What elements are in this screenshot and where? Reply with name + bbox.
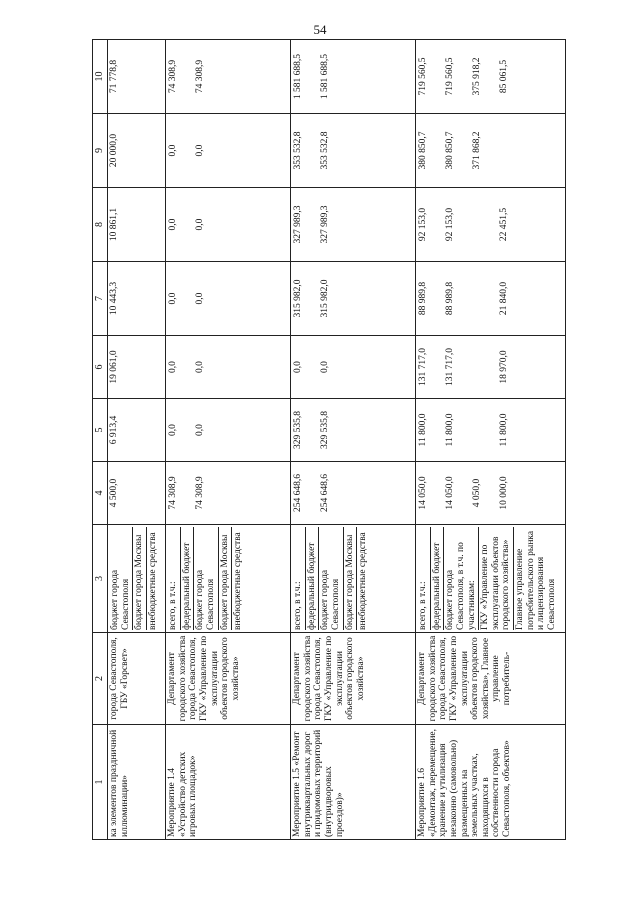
federal-value: 11 800,0	[445, 413, 455, 447]
sub-value: 371 868,2	[472, 131, 482, 170]
value-cell	[291, 188, 416, 262]
source-item: всего, в т.ч.:	[167, 527, 181, 630]
value-cell: 20 000,0	[108, 114, 166, 188]
executor-cell: Департамент городского хозяйства города Севастополя, ГКУ «Управление по эксплуатации объектов городского хозяйства»	[166, 633, 291, 725]
total-value: 92 153,0	[418, 207, 428, 242]
value-cell	[291, 336, 416, 399]
total-value: 0,0	[293, 361, 303, 373]
sub-value: 85 061,5	[499, 59, 509, 94]
federal-value: 719 560,5	[445, 57, 455, 96]
value-cell	[166, 336, 291, 399]
sub-value: 21 840,0	[499, 281, 509, 316]
activity-cell: Мероприятие 1.6 «Демонтаж, перемещение, хранение и утилизация незаконно (самовольно) размещенных на земельных участках, находящихся в собственности города Севастополя, объектов»	[416, 725, 566, 840]
total-value: 88 989,8	[418, 281, 428, 316]
header-cell: 9	[93, 114, 108, 188]
total-value: 14 050,0	[418, 476, 428, 510]
total-value: 329 535,8	[293, 411, 303, 449]
header-row	[93, 40, 108, 840]
header-cell: 10	[93, 40, 108, 114]
value-cell	[291, 462, 416, 525]
value-cell: 71 778,8	[108, 40, 166, 114]
total-value: 327 989,3	[293, 205, 303, 244]
table-row	[291, 40, 416, 840]
source-item: федеральный бюджет	[431, 527, 445, 630]
sub-value: 4 050,0	[472, 478, 482, 508]
federal-value: 380 850,7	[445, 131, 455, 170]
value-cell	[416, 336, 566, 399]
value-cell	[416, 114, 566, 188]
activity-cell: Мероприятие 1.5 «Ремонт внутриквартальных дорог и придомовых территорий (внутридворовых проездов)»	[291, 725, 416, 840]
federal-value: 14 050,0	[445, 476, 455, 510]
value-cell: 10 443,3	[108, 262, 166, 336]
total-value: 0,0	[168, 144, 178, 157]
header-cell: 7	[93, 262, 108, 336]
value-cell	[416, 40, 566, 114]
source-cell	[108, 525, 166, 633]
sub-value	[498, 116, 525, 185]
total-value: 254 648,6	[293, 474, 303, 512]
value-cell	[291, 262, 416, 336]
total-value: 315 982,0	[293, 279, 303, 318]
value-cell: 19 061,0	[108, 336, 166, 399]
source-cell	[416, 525, 566, 633]
federal-value: 74 308,9	[195, 59, 205, 94]
federal-value: 315 982,0	[320, 279, 330, 318]
federal-value: 1 581 688,5	[320, 53, 330, 100]
sub-value: 10 000,0	[499, 476, 509, 510]
sub-value	[471, 338, 498, 396]
header-cell: 5	[93, 399, 108, 462]
total-value: 719 560,5	[418, 57, 428, 96]
value-cell	[166, 188, 291, 262]
total-value: 131 717,0	[418, 348, 428, 386]
source-item: бюджет города Севастополя	[319, 527, 343, 630]
value-cell	[416, 399, 566, 462]
value-cell: 4 500,0	[108, 462, 166, 525]
federal-value: 0,0	[195, 292, 205, 305]
sub-value: 375 918,2	[472, 57, 482, 96]
header-cell: 8	[93, 188, 108, 262]
total-value: 74 308,9	[168, 476, 178, 510]
source-item: ГКУ «Управление по эксплуатации объектов городского хозяйства»	[479, 527, 514, 630]
federal-value: 0,0	[195, 144, 205, 157]
federal-value: 0,0	[195, 218, 205, 231]
source-item: всего, в т.ч.:	[417, 527, 431, 630]
federal-value: 0,0	[320, 361, 330, 373]
total-value: 353 532,8	[293, 131, 303, 170]
source-item: бюджет города Севастополя, в т.ч. по участникам:	[444, 527, 479, 630]
total-value: 0,0	[168, 361, 178, 373]
value-cell	[416, 462, 566, 525]
budget-table	[92, 39, 566, 840]
federal-value: 74 308,9	[195, 476, 205, 510]
federal-value: 88 989,8	[445, 281, 455, 316]
sub-value: 18 970,0	[499, 350, 509, 384]
source-item: Главное управление потребительского рынка и лицензирования Севастополя	[515, 530, 557, 630]
value-cell	[166, 262, 291, 336]
value-cell	[166, 399, 291, 462]
federal-value: 92 153,0	[445, 207, 455, 242]
sub-value	[471, 264, 498, 333]
federal-value: 0,0	[195, 424, 205, 436]
federal-value: 353 532,8	[320, 131, 330, 170]
sub-value: 11 800,0	[499, 413, 509, 447]
header-cell: 3	[93, 525, 108, 633]
value-cell: 6 913,4	[108, 399, 166, 462]
activity-cell: Мероприятие 1.4 «Устройство детских игровых площадок»	[166, 725, 291, 840]
header-cell: 1	[93, 725, 108, 840]
total-value: 0,0	[168, 424, 178, 436]
table-row	[166, 40, 291, 840]
table-row	[108, 40, 166, 840]
total-value: 1 581 688,5	[293, 53, 303, 100]
executor-cell: города Севастополя, ГБУ «Горсвет»	[108, 633, 166, 725]
source-item: всего, в т.ч.:	[292, 527, 306, 630]
federal-value: 0,0	[195, 361, 205, 373]
source-item: бюджет города Севастополя	[109, 527, 133, 630]
value-cell	[166, 114, 291, 188]
value-cell	[416, 262, 566, 336]
value-cell	[291, 40, 416, 114]
page-number: 54	[313, 22, 327, 37]
total-value: 74 308,9	[168, 59, 178, 94]
activity-cell: ка элементов праздничной иллюминации»	[108, 725, 166, 840]
source-item: бюджет города Москвы	[219, 527, 233, 630]
sub-value	[471, 190, 498, 259]
total-value: 0,0	[168, 218, 178, 231]
federal-value: 327 989,3	[320, 205, 330, 244]
value-cell	[291, 399, 416, 462]
source-item: бюджет города Москвы	[344, 527, 358, 630]
header-cell: 2	[93, 633, 108, 725]
sub-value: 22 451,5	[499, 207, 509, 242]
value-cell: 10 861,1	[108, 188, 166, 262]
source-item: федеральный бюджет	[306, 527, 320, 630]
executor-cell: Департамент городского хозяйства города Севастополя, ГКУ «Управление по эксплуатации объектов городского хозяйства», Главное управление потребитель-	[416, 633, 566, 725]
source-item: федеральный бюджет	[181, 527, 195, 630]
value-cell	[166, 40, 291, 114]
table-row	[416, 40, 566, 840]
sub-value	[471, 401, 498, 459]
executor-cell: Департамент городского хозяйства города Севастополя, ГКУ «Управление по эксплуатации объектов городского хозяйства»	[291, 633, 416, 725]
source-item: внебюджетные средства	[233, 532, 244, 630]
value-cell	[416, 188, 566, 262]
source-item: внебюджетные средства	[147, 532, 158, 630]
source-item: внебюджетные средства	[358, 532, 369, 630]
source-item: бюджет города Севастополя	[194, 527, 218, 630]
header-cell: 4	[93, 462, 108, 525]
source-cell	[166, 525, 291, 633]
total-value: 11 800,0	[418, 413, 428, 447]
value-cell	[166, 462, 291, 525]
source-cell	[291, 525, 416, 633]
federal-value: 254 648,6	[320, 474, 330, 512]
total-value: 380 850,7	[418, 131, 428, 170]
rotated-table-container	[92, 40, 562, 840]
federal-value: 329 535,8	[320, 411, 330, 449]
total-value: 0,0	[168, 292, 178, 305]
source-item: бюджет города Москвы	[133, 527, 147, 630]
header-cell: 6	[93, 336, 108, 399]
federal-value: 131 717,0	[445, 348, 455, 386]
value-cell	[291, 114, 416, 188]
